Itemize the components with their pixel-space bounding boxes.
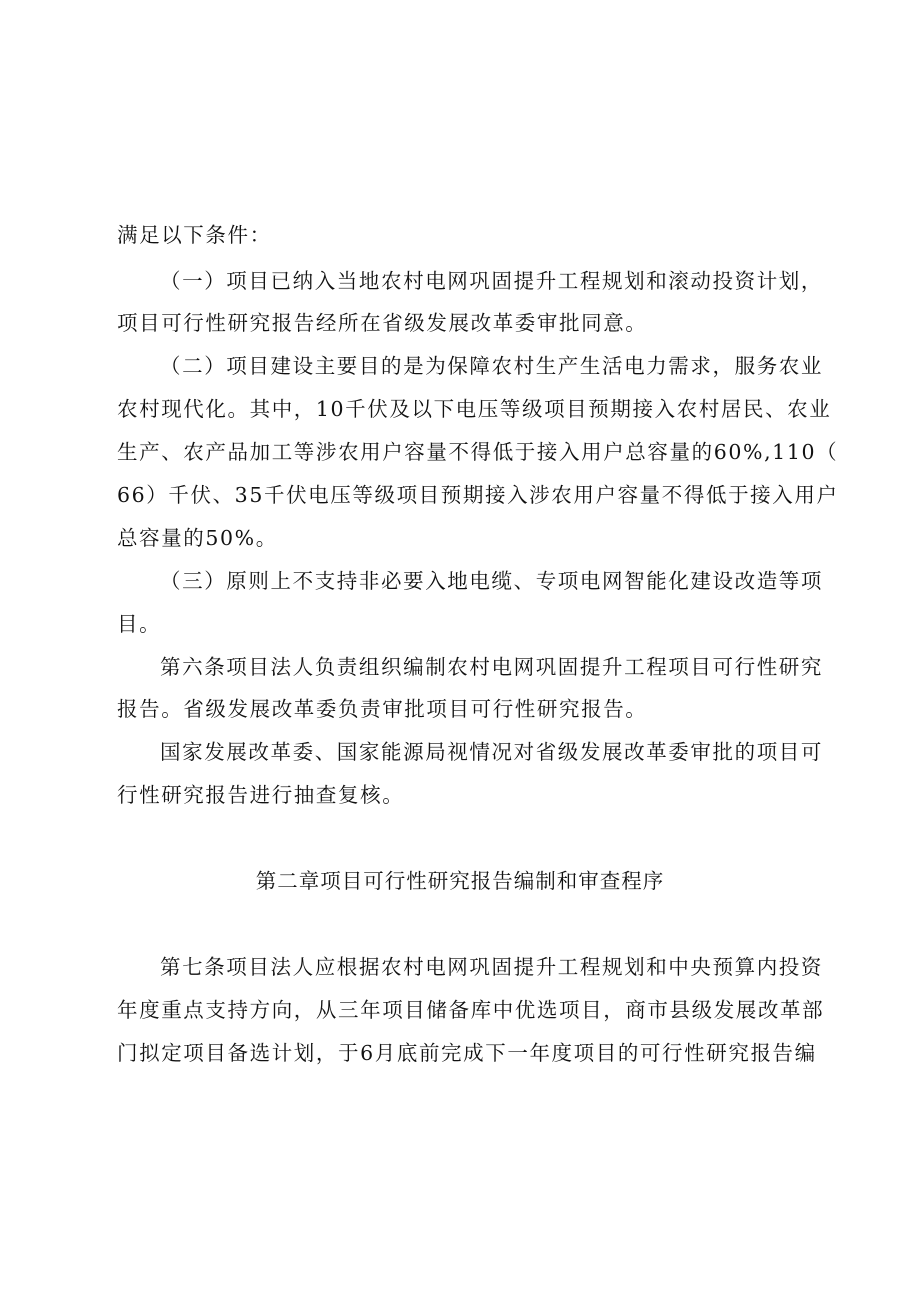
text-line: （三）原则上不支持非必要入地电缆、专项电网智能化建设改造等项 <box>160 569 823 593</box>
text-line: 满足以下条件： <box>117 223 272 247</box>
text-line: 国家发展改革委、国家能源局视情况对省级发展改革委审批的项目可 <box>160 740 823 764</box>
text-line: 行性研究报告进行抽查复核。 <box>117 783 405 807</box>
text-line: 总容量的50%。 <box>117 526 278 550</box>
text-line: 报告。省级发展改革委负责审批项目可行性研究报告。 <box>117 697 648 721</box>
text-line: 第七条项目法人应根据农村电网巩固提升工程规划和中央预算内投资 <box>160 955 823 979</box>
text-line: 生产、农产品加工等涉农用户容量不得低于接入用户总容量的60%,110（ <box>117 440 839 464</box>
text-line: （一）项目已纳入当地农村电网巩固提升工程规划和滚动投资计划， <box>160 269 823 293</box>
text-line: （二）项目建设主要目的是为保障农村生产生活电力需求，服务农业 <box>160 354 823 378</box>
text-line: 目。 <box>117 612 162 636</box>
text-line: 门拟定项目备选计划，于6月底前完成下一年度项目的可行性研究报告编 <box>117 1041 817 1065</box>
chapter-title: 第二章项目可行性研究报告编制和审查程序 <box>255 869 665 893</box>
text-line: 第六条项目法人负责组织编制农村电网巩固提升工程项目可行性研究 <box>160 655 823 679</box>
text-line: 年度重点支持方向，从三年项目储备库中优选项目，商市县级发展改革部 <box>117 998 825 1022</box>
text-line: 项目可行性研究报告经所在省级发展改革委审批同意。 <box>117 311 648 335</box>
text-line: 66）千伏、35千伏电压等级项目预期接入涉农用户容量不得低于接入用户 <box>117 483 839 507</box>
text-line: 农村现代化。其中，10千伏及以下电压等级项目预期接入农村居民、农业 <box>117 397 832 421</box>
